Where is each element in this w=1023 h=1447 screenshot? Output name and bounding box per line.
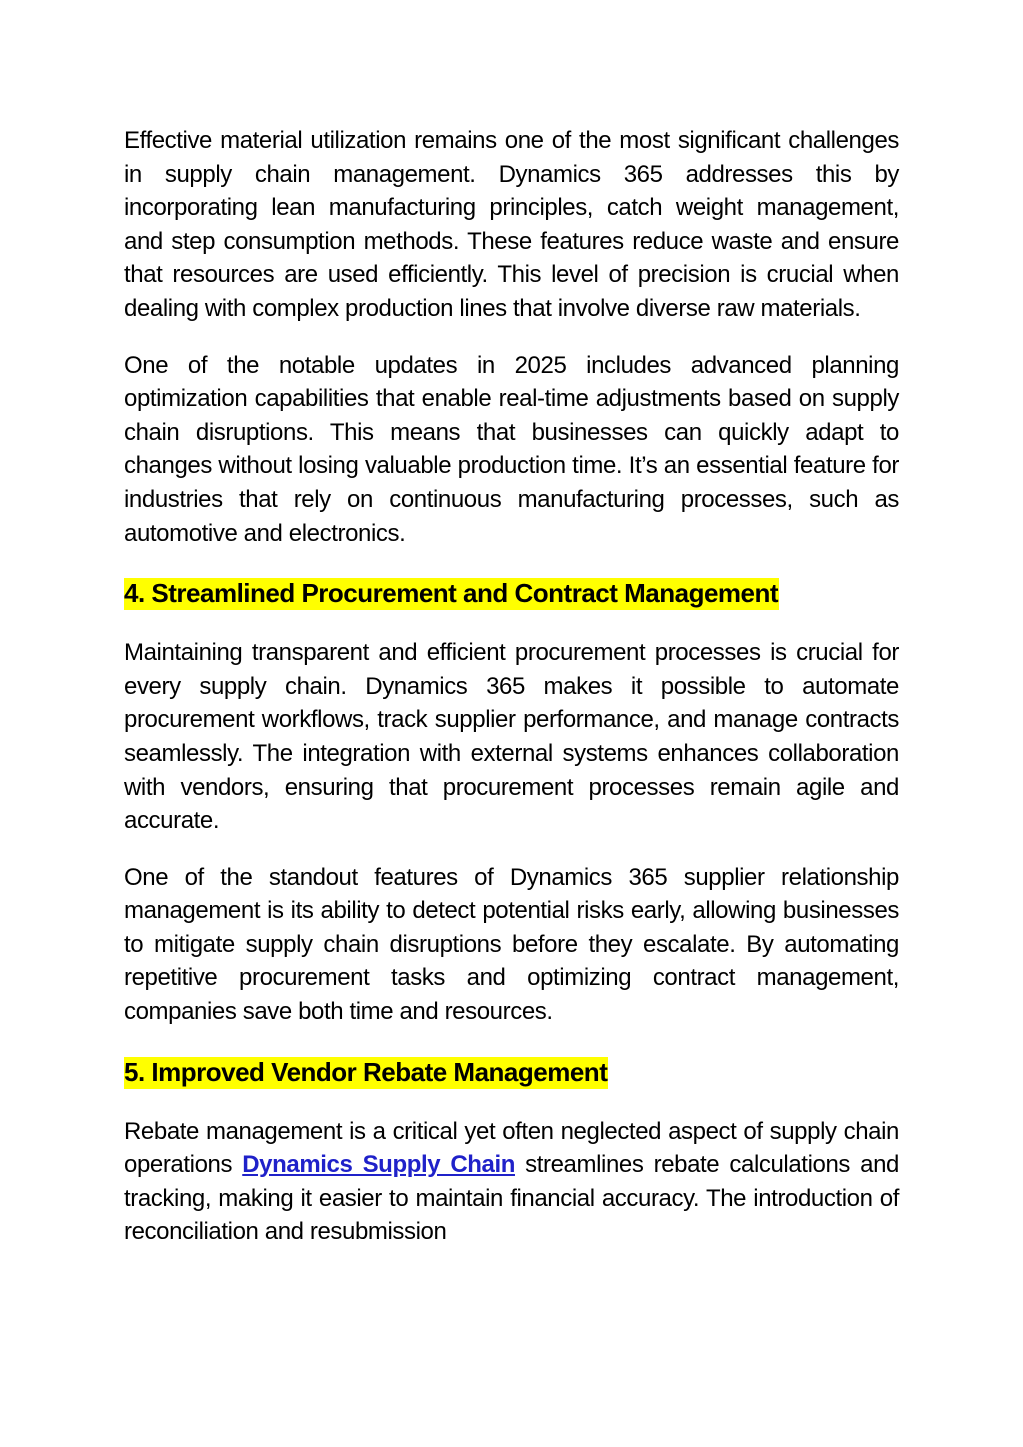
dynamics-supply-chain-link[interactable]: Dynamics Supply Chain xyxy=(242,1151,515,1179)
paragraph-planning-optimization: One of the notable updates in 2025 includes advanced planning optimization capabilities that enable real-time adjustments based on supply chain disruptions. This means that businesses can quickly adapt to changes without losing valuable production time. It’s an essential feature for industries that rely on continuous manufacturing processes, such as automotive and electronics. xyxy=(124,351,899,547)
heading-vendor-rebate-text: 5. Improved Vendor Rebate Management xyxy=(124,1056,608,1087)
document-page xyxy=(124,124,899,1249)
paragraph-material-utilization: Effective material utilization remains one of the most significant challenges in supply chain management. Dynamics 365 addresses this by incorporating lean manufacturing principles, catch weight management, and step consumption methods. These features reduce waste and ensure that resources are used efficiently. This level of precision is crucial when dealing with complex production lines that involve diverse raw materials. xyxy=(124,127,899,322)
paragraph-rebate-management xyxy=(124,1115,899,1249)
rebate-text-before-link: Rebate management is a critical yet often neglected aspect of supply chain operations xyxy=(124,1117,899,1179)
heading-procurement xyxy=(124,573,899,613)
heading-procurement-text: 4. Streamlined Procurement and Contract Management xyxy=(124,578,779,609)
paragraph-supplier-relationship: One of the standout features of Dynamics 365 supplier relationship management is its ability to detect potential risks early, allowing businesses to mitigate supply chain disruptions before they escalate. By automating repetitive procurement tasks and optimizing contract management, companies save both time and resources. xyxy=(124,863,899,1026)
heading-vendor-rebate xyxy=(124,1052,899,1092)
paragraph-procurement: Maintaining transparent and efficient procurement processes is crucial for every supply chain. Dynamics 365 makes it possible to automate procurement workflows, track supplier performance, and manage contracts seamlessly. The integration with external systems enhances collaboration with vendors, ensuring that procurement processes remain agile and accurate. xyxy=(124,639,899,835)
rebate-text-after-link: streamlines rebate calculations and tracking, making it easier to maintain financial accuracy. The introduction of reconciliation and resubmission xyxy=(124,1151,899,1246)
